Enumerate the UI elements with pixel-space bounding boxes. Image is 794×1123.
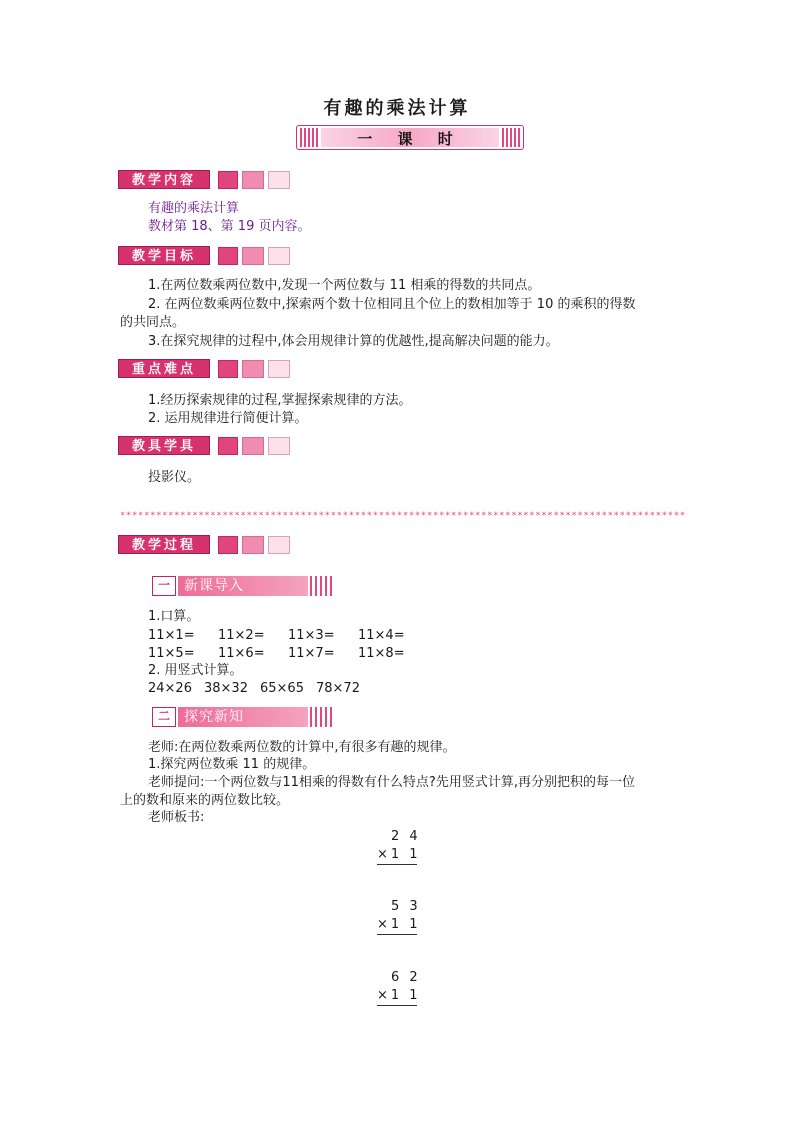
part-stripes xyxy=(310,707,333,727)
content-line: 有趣的乘法计算 xyxy=(148,201,240,216)
part-header-intro xyxy=(152,576,333,596)
part-stripes xyxy=(310,576,333,596)
multiplier: ×1 1 xyxy=(377,847,421,862)
decor-square xyxy=(242,171,264,189)
oral-problem: 11×7= xyxy=(288,646,335,661)
decor-square xyxy=(268,247,290,265)
decor-square xyxy=(268,437,290,455)
section-label: 教学目标 xyxy=(118,246,210,265)
key-point-line: 1.经历探索规律的过程,掌握探索规律的方法。 xyxy=(148,393,412,408)
section-label: 教学内容 xyxy=(118,170,210,189)
written-problem: 78×72 xyxy=(316,681,360,696)
section-label: 教具学具 xyxy=(118,436,210,455)
result-line xyxy=(377,934,417,935)
vertical-multiplication xyxy=(377,828,421,865)
explore-line: 老师板书: xyxy=(148,810,205,825)
decor-square xyxy=(268,171,290,189)
result-line xyxy=(377,864,417,865)
goal-line: 的共同点。 xyxy=(120,315,186,330)
explore-line: 老师提问:一个两位数与11相乘的得数有什么特点?先用竖式计算,再分别把积的每一位 xyxy=(148,775,635,790)
oral-problem: 11×2= xyxy=(218,628,265,643)
star-separator: ********************************************************************************************** xyxy=(120,511,686,521)
section-label: 重点难点 xyxy=(118,359,210,378)
decor-square xyxy=(218,360,238,378)
decor-square xyxy=(218,536,238,554)
lesson-period-label: 一 课 时 xyxy=(357,130,463,148)
explore-line: 老师:在两位数乘两位数的计算中,有很多有趣的规律。 xyxy=(148,740,456,755)
oral-problem: 11×8= xyxy=(358,646,405,661)
explore-line: 1.探究两位数乘 11 的规律。 xyxy=(148,757,316,772)
result-line xyxy=(377,1005,417,1006)
lesson-period-banner xyxy=(296,125,524,150)
multiplier: ×1 1 xyxy=(377,988,421,1003)
decor-square xyxy=(218,171,238,189)
oral-problem: 11×3= xyxy=(288,628,335,643)
multiplicand: 2 4 xyxy=(391,829,421,844)
goal-line: 3.在探究规律的过程中,体会用规律计算的优越性,提高解决问题的能力。 xyxy=(148,334,559,349)
oral-problem: 11×5= xyxy=(148,646,195,661)
goal-line: 2. 在两位数乘两位数中,探索两个数十位相同且个位上的数相加等于 10 的乘积的得数 xyxy=(148,297,636,312)
part-number: 一 xyxy=(152,576,176,596)
page-title: 有趣的乘法计算 xyxy=(323,98,471,119)
part-title: 探究新知 xyxy=(184,709,244,725)
decor-square xyxy=(218,247,238,265)
multiplier: ×1 1 xyxy=(377,917,421,932)
oral-item: 1.口算。 xyxy=(148,609,200,624)
content-line: 教材第 18、第 19 页内容。 xyxy=(148,219,311,234)
decor-square xyxy=(242,536,264,554)
section-label: 教学过程 xyxy=(118,535,210,554)
part-number: 二 xyxy=(152,707,176,727)
written-problem: 24×26 xyxy=(148,681,192,696)
goal-line: 1.在两位数乘两位数中,发现一个两位数与 11 相乘的得数的共同点。 xyxy=(148,278,541,293)
decor-square xyxy=(242,247,264,265)
vertical-multiplication xyxy=(377,898,421,935)
part-title: 新课导入 xyxy=(184,578,244,594)
vertical-multiplication xyxy=(377,969,421,1006)
key-point-line: 2. 运用规律进行简便计算。 xyxy=(148,411,308,426)
written-problem: 38×32 xyxy=(204,681,248,696)
oral-problem: 11×6= xyxy=(218,646,265,661)
decor-square xyxy=(268,536,290,554)
decor-square xyxy=(268,360,290,378)
decor-square xyxy=(218,437,238,455)
multiplicand: 6 2 xyxy=(391,970,421,985)
written-problem: 65×65 xyxy=(260,681,304,696)
multiplicand: 5 3 xyxy=(391,899,421,914)
decor-square xyxy=(242,360,264,378)
explore-line: 上的数和原来的两位数比较。 xyxy=(120,793,290,808)
written-item: 2. 用竖式计算。 xyxy=(148,663,243,678)
oral-problem: 11×4= xyxy=(358,628,405,643)
tools-line: 投影仪。 xyxy=(148,470,201,485)
oral-problem: 11×1= xyxy=(148,628,195,643)
decor-square xyxy=(242,437,264,455)
part-header-explore xyxy=(152,707,333,727)
